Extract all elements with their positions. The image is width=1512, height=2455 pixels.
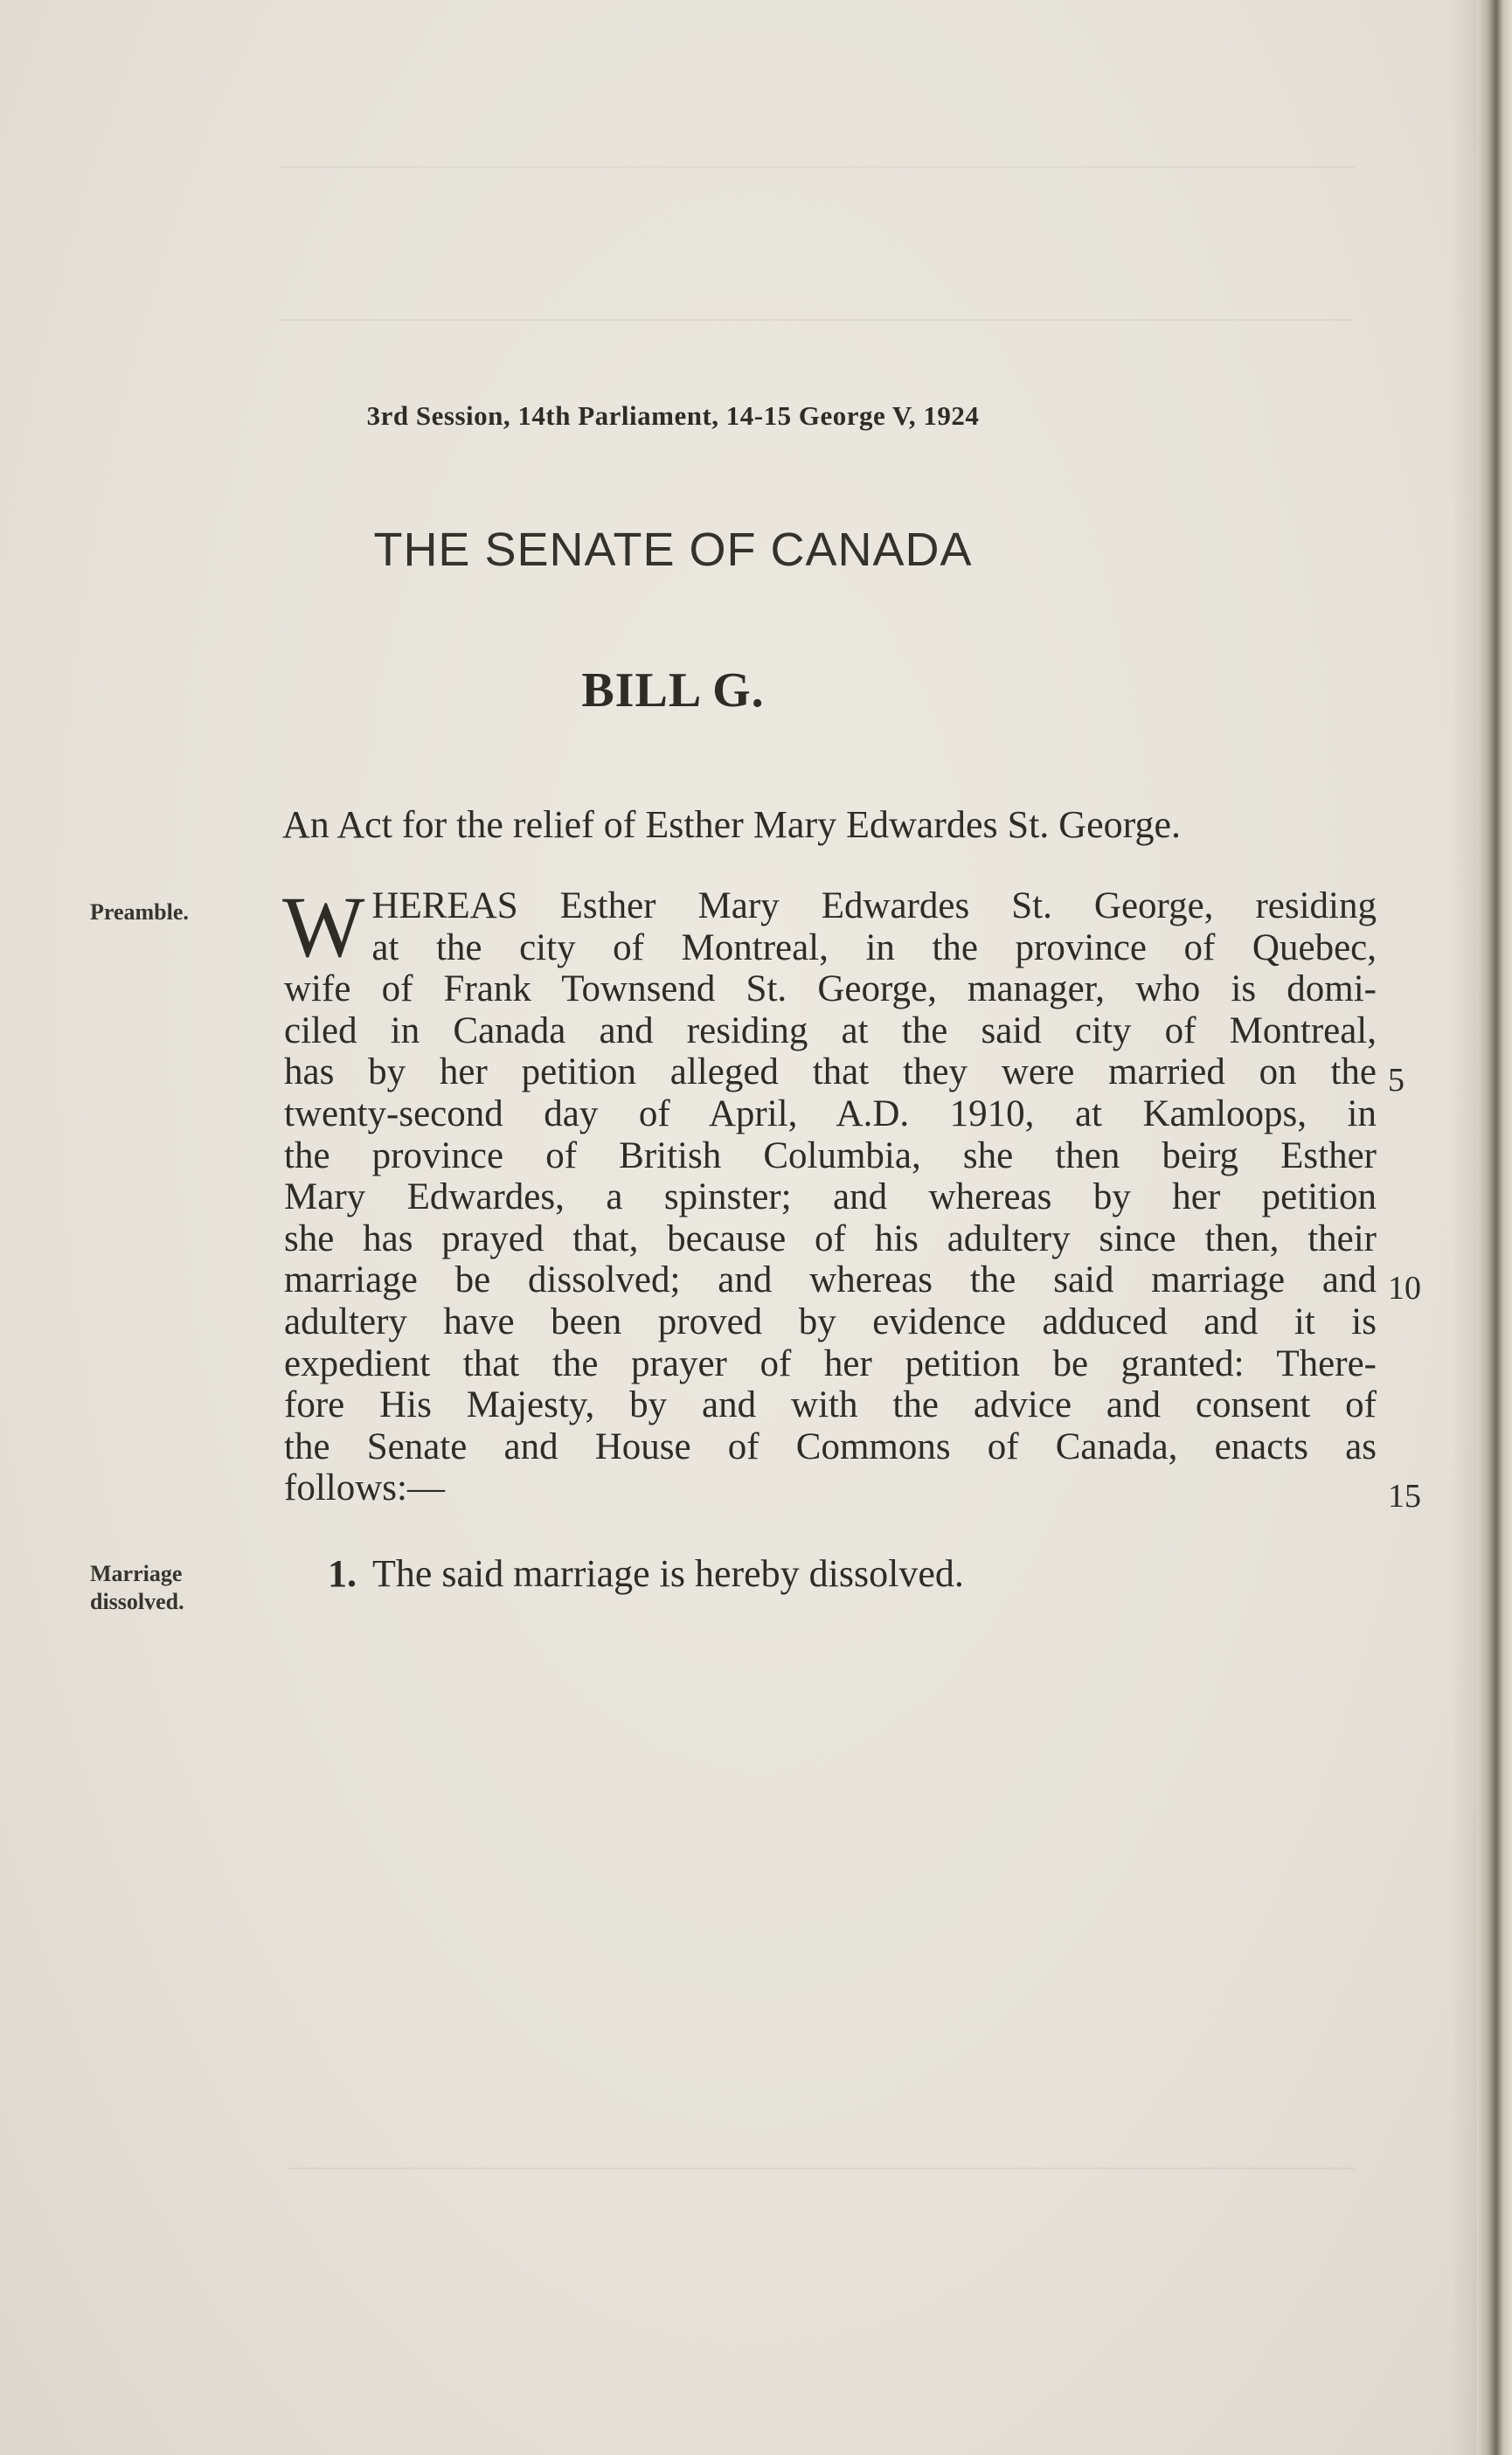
preamble-line: Mary Edwardes, a spinster; and whereas by her petition (284, 1176, 1377, 1218)
line-number-10: 10 (1388, 1270, 1421, 1307)
preamble-line: twenty-second day of April, A.D. 1910, at Kamloops, in (284, 1092, 1377, 1134)
section-number: 1. (328, 1552, 357, 1595)
margin-note-marriage (90, 1560, 184, 1616)
preamble-line: wife of Frank Townsend St. George, manager, who is domi- (284, 968, 1377, 1010)
preamble-line: she has prayed that, because of his adultery since then, their (284, 1217, 1377, 1259)
preamble-line: HEREAS Esther Mary Edwardes St. George, residing (371, 885, 1377, 926)
house-heading: THE SENATE OF CANADA (373, 524, 973, 576)
preamble-line: marriage be dissolved; and whereas the said marriage and (284, 1259, 1377, 1301)
section-text: The said marriage is hereby dissolved. (372, 1552, 964, 1595)
preamble-line: follows:— (284, 1467, 445, 1509)
margin-note-marriage-line1: Marriage (90, 1561, 183, 1586)
preamble-line: has by her petition alleged that they were married on the (284, 1051, 1377, 1093)
bleed-through-rule-upper (280, 319, 1355, 321)
dropcap-letter: W (282, 878, 365, 975)
margin-note-marriage-line2: dissolved. (90, 1589, 184, 1614)
act-title: An Act for the relief of Esther Mary Edwardes St. George. (282, 803, 1181, 846)
preamble-line: the Senate and House of Commons of Canada, enacts as (284, 1425, 1377, 1467)
preamble-line: adultery have been proved by evidence adduced and it is (284, 1300, 1377, 1342)
preamble-paragraph (282, 878, 1377, 1509)
section-1 (328, 1551, 964, 1596)
preamble-line: ciled in Canada and residing at the said city of Montreal, (284, 1009, 1377, 1051)
margin-note-preamble: Preamble. (90, 899, 189, 925)
line-number-15: 15 (1388, 1478, 1421, 1515)
preamble-line: the province of British Columbia, she then beirg Esther (284, 1134, 1377, 1176)
book-binding-edge (1477, 0, 1512, 2455)
bleed-through-rule-top (280, 166, 1355, 168)
line-number-5: 5 (1388, 1062, 1404, 1099)
preamble-line: expedient that the prayer of her petition be granted: There- (284, 1342, 1377, 1384)
preamble-line: at the city of Montreal, in the province of Quebec, (371, 926, 1377, 968)
session-heading: 3rd Session, 14th Parliament, 14-15 George V, 1924 (366, 400, 980, 431)
bleed-through-rule-bottom (288, 2167, 1355, 2169)
preamble-line: fore His Majesty, by and with the advice and consent of (284, 1384, 1377, 1426)
binding-shadow (1451, 0, 1477, 2455)
bill-title: BILL G. (581, 663, 765, 718)
